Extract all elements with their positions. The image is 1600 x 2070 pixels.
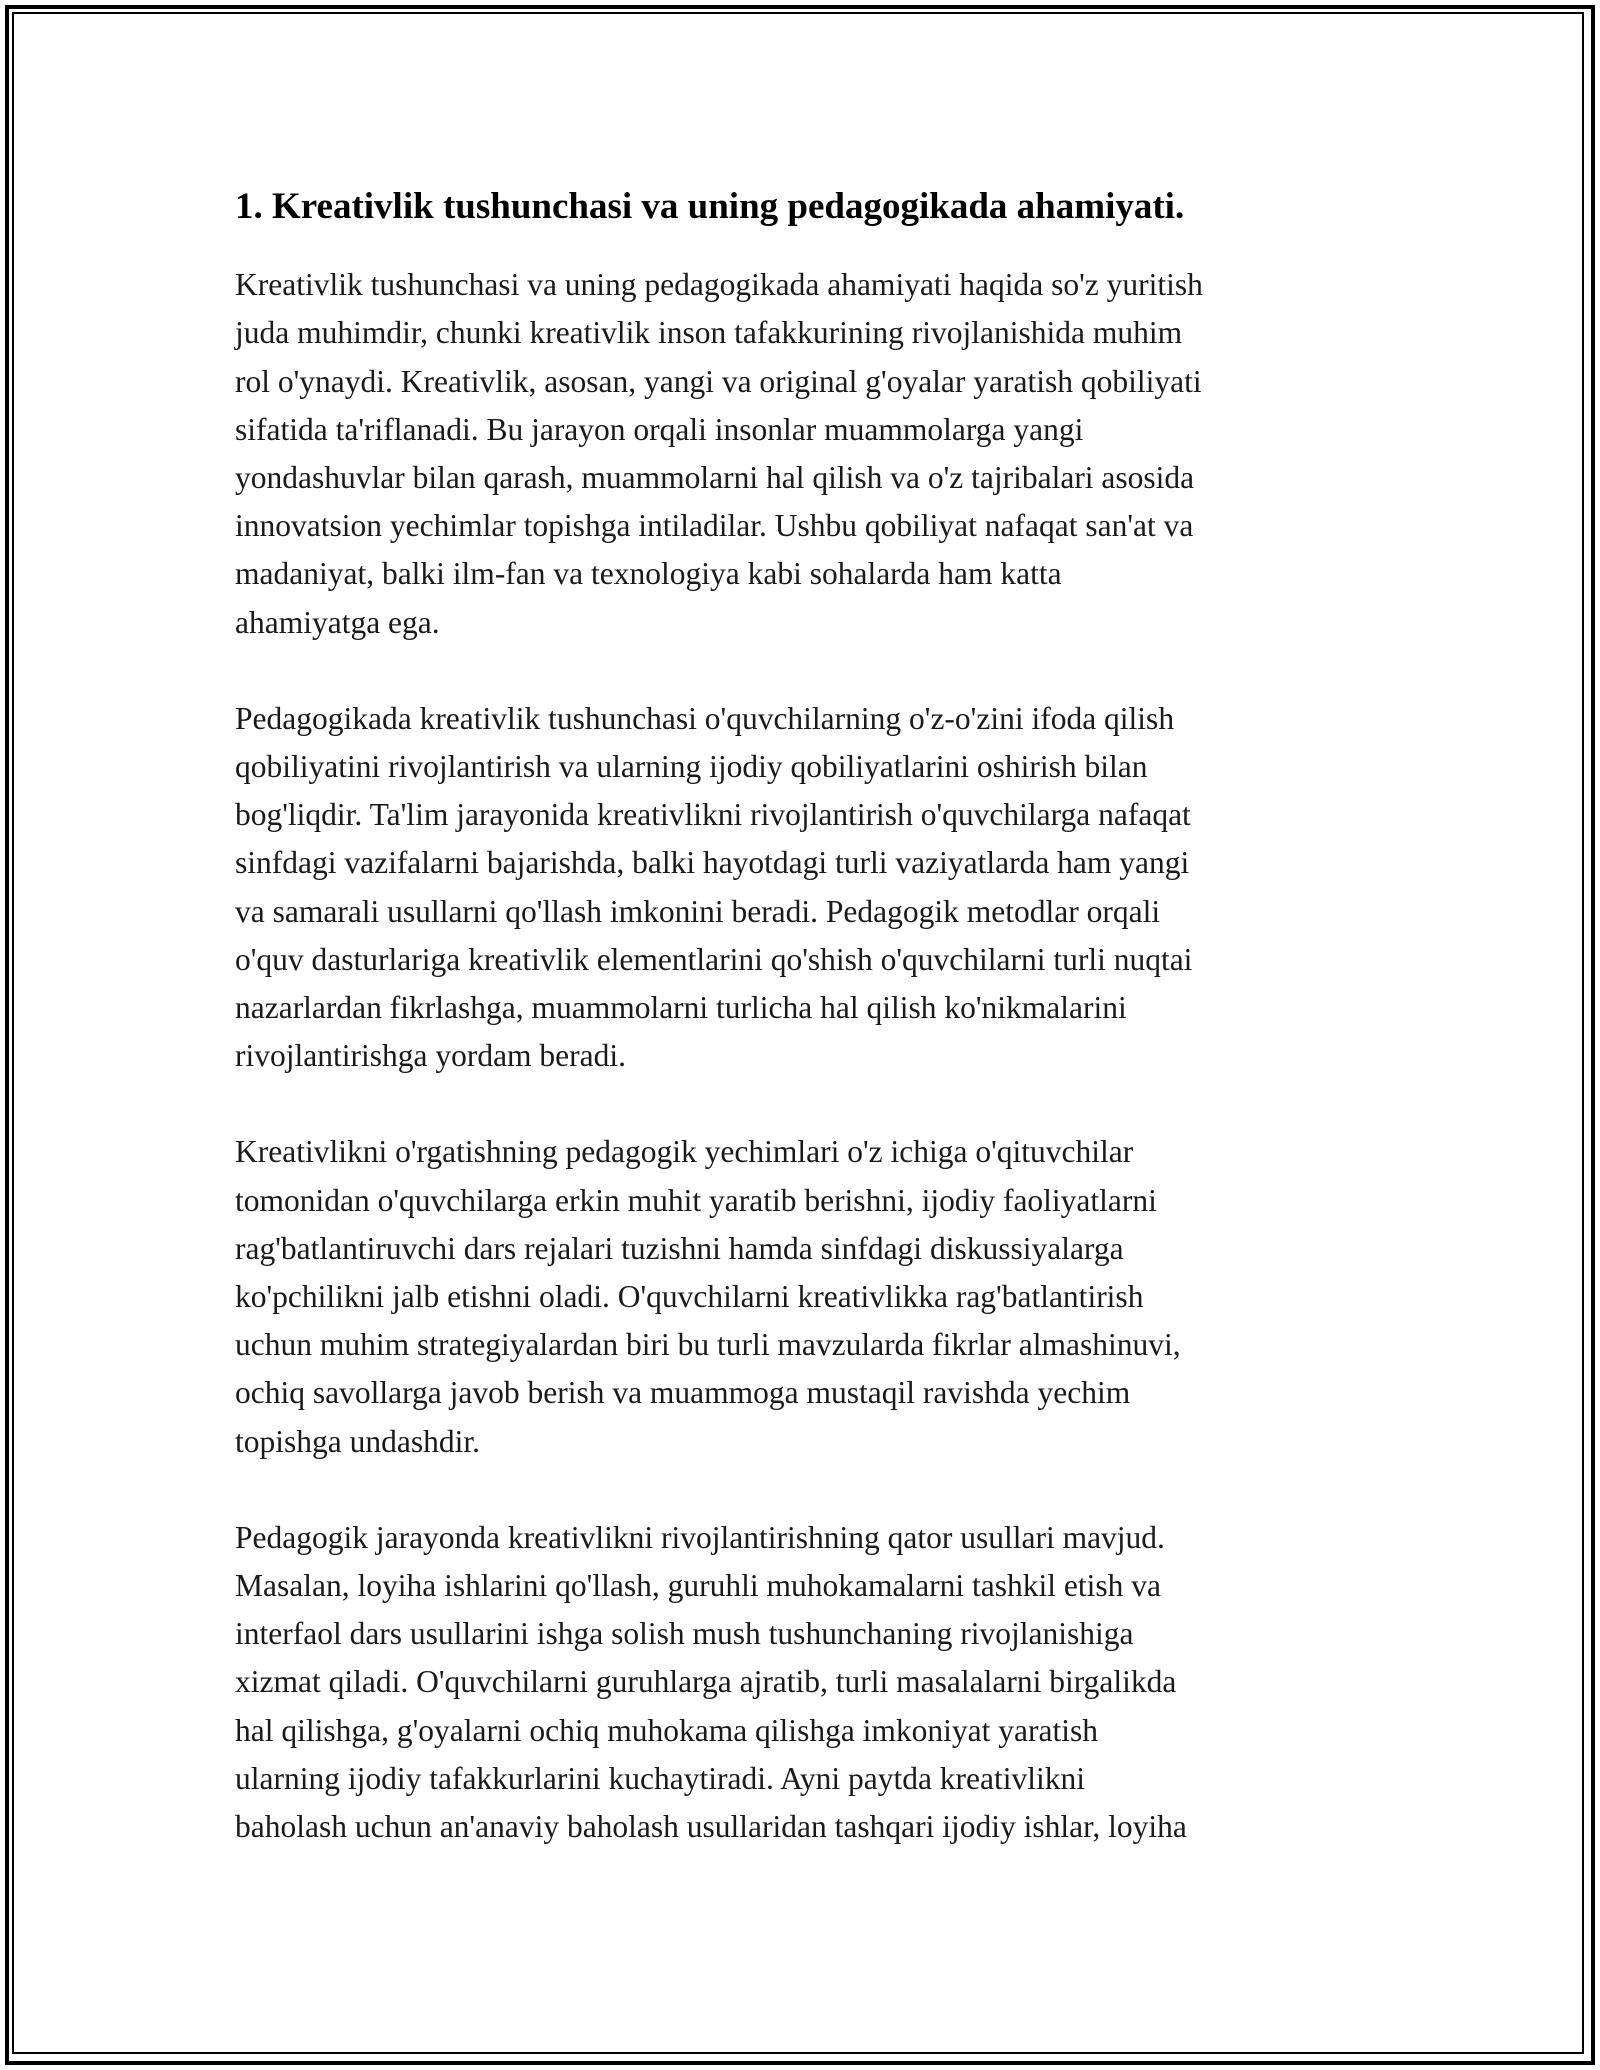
section-heading: 1. Kreativlik tushunchasi va uning pedagogikada ahamiyati. bbox=[235, 186, 1185, 227]
text-line: yondashuvlar bilan qarash, muammolarni hal qilish va o'z tajribalari asosida bbox=[235, 459, 1195, 495]
text-line: bog'liqdir. Ta'lim jarayonida kreativlikni rivojlantirish o'quvchilarga nafaqat bbox=[235, 797, 1191, 833]
text-line: uchun muhim strategiyalardan biri bu turli mavzularda fikrlar almashinuvi, bbox=[235, 1327, 1181, 1363]
text-line: rivojlantirishga yordam beradi. bbox=[235, 1038, 627, 1074]
text-line: sinfdagi vazifalarni bajarishda, balki hayotdagi turli vaziyatlarda ham yangi bbox=[235, 845, 1190, 881]
text-line: Masalan, loyiha ishlarini qo'llash, guruhli muhokamalarni tashkil etish va bbox=[235, 1567, 1162, 1603]
text-line: innovatsion yechimlar topishga intiladilar. Ushbu qobiliyat nafaqat san'at va bbox=[235, 508, 1194, 544]
text-line: juda muhimdir, chunki kreativlik inson tafakkurining rivojlanishida muhim bbox=[235, 315, 1183, 351]
text-line: ularning ijodiy tafakkurlarini kuchaytiradi. Ayni paytda kreativlikni bbox=[235, 1760, 1086, 1796]
text-line: Kreativlikni o'rgatishning pedagogik yechimlari o'z ichiga o'qituvchilar bbox=[235, 1134, 1134, 1170]
text-line: madaniyat, balki ilm-fan va texnologiya kabi sohalarda ham katta bbox=[235, 556, 1062, 592]
document-body bbox=[235, 183, 1385, 1899]
text-line: tomonidan o'quvchilarga erkin muhit yaratib berishni, ijodiy faoliyatlarni bbox=[235, 1182, 1157, 1218]
text-line: o'quv dasturlariga kreativlik elementlarini qo'shish o'quvchilarni turli nuqtai bbox=[235, 941, 1193, 977]
paragraph-1 bbox=[235, 261, 1385, 647]
text-line: hal qilishga, g'oyalarni ochiq muhokama qilishga imkoniyat yaratish bbox=[235, 1712, 1099, 1748]
paragraph-3 bbox=[235, 1128, 1385, 1465]
paragraph-4 bbox=[235, 1514, 1385, 1851]
text-line: rag'batlantiruvchi dars rejalari tuzishni hamda sinfdagi diskussiyalarga bbox=[235, 1230, 1124, 1266]
text-line: va samarali usullarni qo'llash imkonini beradi. Pedagogik metodlar orqali bbox=[235, 893, 1161, 929]
text-line: ko'pchilikni jalb etishni oladi. O'quvchilarni kreativlikka rag'batlantirish bbox=[235, 1278, 1144, 1314]
text-line: xizmat qiladi. O'quvchilarni guruhlarga ajratib, turli masalalarni birgalikda bbox=[235, 1664, 1177, 1700]
text-line: ochiq savollarga javob berish va muammoga mustaqil ravishda yechim bbox=[235, 1375, 1131, 1411]
text-line: baholash uchun an'anaviy baholash usullaridan tashqari ijodiy ishlar, loyiha bbox=[235, 1808, 1187, 1844]
text-line: sifatida ta'riflanadi. Bu jarayon orqali insonlar muammolarga yangi bbox=[235, 411, 1084, 447]
text-line: interfaol dars usullarini ishga solish mush tushunchaning rivojlanishiga bbox=[235, 1616, 1134, 1652]
paragraph-2 bbox=[235, 695, 1385, 1081]
text-line: qobiliyatini rivojlantirish va ularning ijodiy qobiliyatlarini oshirish bilan bbox=[235, 748, 1148, 784]
text-line: nazarlardan fikrlashga, muammolarni turlicha hal qilish ko'nikmalarini bbox=[235, 989, 1127, 1025]
text-line: Pedagogikada kreativlik tushunchasi o'quvchilarning o'z-o'zini ifoda qilish bbox=[235, 700, 1175, 736]
text-line: rol o'ynaydi. Kreativlik, asosan, yangi va original g'oyalar yaratish qobiliyati bbox=[235, 363, 1202, 399]
text-line: ahamiyatga ega. bbox=[235, 604, 440, 640]
text-line: topishga undashdir. bbox=[235, 1423, 480, 1459]
text-line: Kreativlik tushunchasi va uning pedagogikada ahamiyati haqida so'z yuritish bbox=[235, 267, 1203, 303]
text-line: Pedagogik jarayonda kreativlikni rivojlantirishning qator usullari mavjud. bbox=[235, 1519, 1165, 1555]
